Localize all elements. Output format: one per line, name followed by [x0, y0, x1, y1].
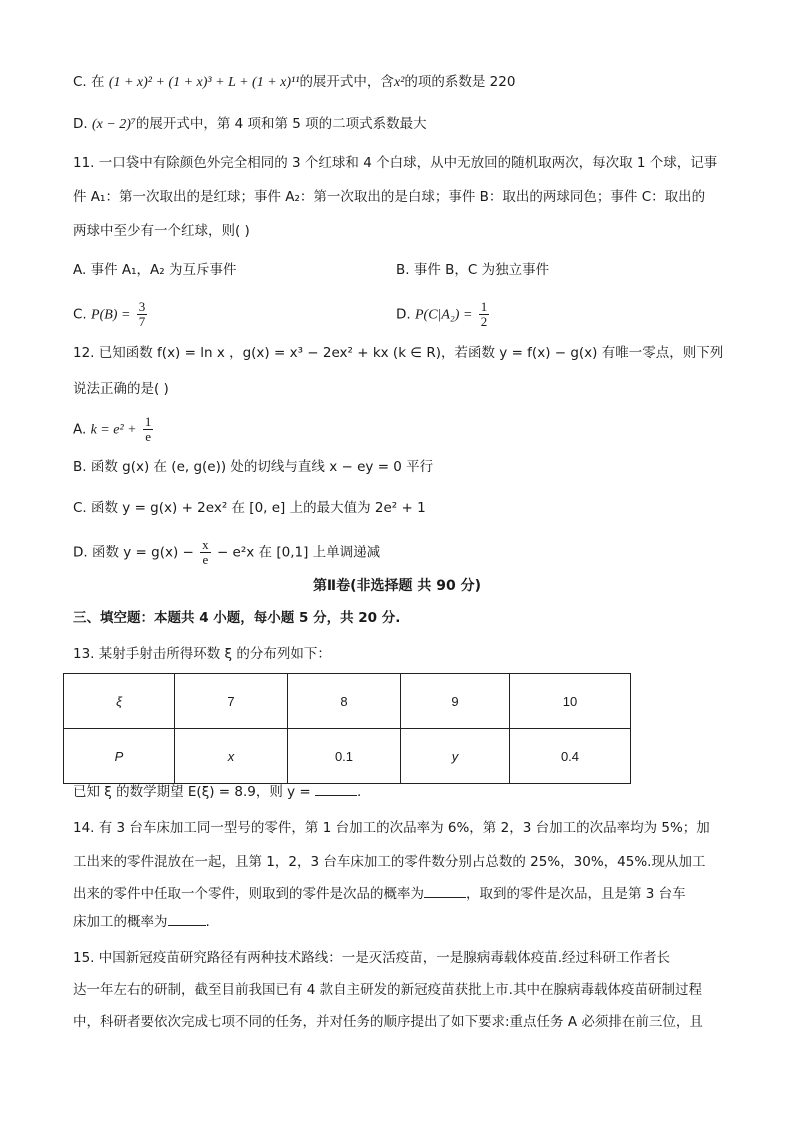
fraction [200, 538, 211, 567]
option-text: 在 [91, 74, 105, 90]
q12-option-c: C. 函数 y = g(x) + 2ex² 在 [0, e] 上的最大值为 2e² + 1 [73, 500, 426, 516]
q15-line-3: 中，科研者要依次完成七项不同的任务，并对任务的顺序提出了如下要求:重点任务 A 必须排在前三位，且 [73, 1014, 703, 1030]
answer-blank[interactable] [315, 783, 357, 796]
option-label: A. [73, 421, 87, 438]
math-expression: x² [393, 75, 405, 90]
q15-line-1: 15. 中国新冠疫苗研究路径有两种技术路线：一是灭活疫苗，一是腺病毒载体疫苗.经过科研工作者长 [73, 950, 671, 966]
q12-stem-line-1: 12. 已知函数 f(x) = ln x ，g(x) = x³ − 2ex² + kx (k ∈ R)，若函数 y = f(x) − g(x) 有唯一零点，则下列 [73, 345, 724, 361]
question-text: . [357, 784, 362, 800]
option-text: − e²x 在 [0,1] 上单调递减 [216, 544, 381, 561]
q11-option-a: A. 事件 A₁，A₂ 为互斥事件 [73, 262, 237, 278]
answer-blank[interactable] [168, 913, 206, 926]
option-label: D. [73, 116, 88, 132]
table-cell: 8 [288, 674, 401, 729]
option-text: 的展开式中，第 4 项和第 5 项的二项式系数最大 [135, 116, 427, 132]
math-expression: P(B) = [91, 307, 131, 323]
option-label: C. [73, 306, 87, 323]
q12-option-b: B. 函数 g(x) 在 (e, g(e)) 处的切线与直线 x − ey = 0 平行 [73, 459, 434, 475]
math-expression: (x − 2)⁷ [91, 117, 136, 132]
question-text: 已知 ξ 的数学期望 E(ξ) = 8.9，则 y = [73, 784, 311, 800]
question-text: ，取到的零件是次品，且是第 3 台车 [466, 886, 686, 902]
denominator: 7 [138, 314, 146, 329]
table-cell: 7 [175, 674, 288, 729]
numerator: 1 [480, 299, 488, 314]
numerator: x [202, 537, 209, 552]
table-cell: 0.1 [288, 729, 401, 784]
numerator: 1 [144, 414, 152, 429]
question-text: . [205, 914, 210, 930]
table-cell: 10 [510, 674, 631, 729]
table-cell: y [401, 729, 510, 784]
q11-option-d [396, 300, 491, 329]
table-row [64, 729, 631, 784]
section-title: 第Ⅱ卷(非选择题 共 90 分) [312, 578, 482, 594]
q10-option-d [73, 114, 427, 135]
q11-stem-line-2: 件 A₁：第一次取出的是红球；事件 A₂：第一次取出的是白球；事件 B：取出的两球同色；事件 C：取出的 [73, 189, 706, 205]
table-cell: 9 [401, 674, 510, 729]
q15-line-2: 达一年左右的研制，截至目前我国已有 4 款自主研发的新冠疫苗获批上市.其中在腺病毒载体疫苗研制过程 [73, 982, 702, 998]
option-label: D. [396, 306, 411, 323]
option-text: D. 函数 y = g(x) − [73, 544, 194, 561]
q10-option-c [73, 72, 515, 93]
q12-option-a [73, 415, 155, 444]
q12-option-d [73, 538, 380, 567]
table-cell: 0.4 [510, 729, 631, 784]
math-expression: (1 + x)² + (1 + x)³ + L + (1 + x)¹¹ [108, 75, 300, 90]
option-label: C. [73, 74, 87, 90]
answer-blank[interactable] [424, 885, 466, 898]
q13-question [73, 782, 361, 802]
section-heading: 三、填空题：本题共 4 小题，每小题 5 分，共 20 分. [73, 610, 401, 626]
math-expression: P(C|A₂) = [414, 307, 473, 323]
math-expression: k = e² + [90, 422, 137, 438]
denominator: 2 [480, 314, 488, 329]
q14-line-3 [73, 884, 686, 904]
denominator: e [145, 429, 152, 444]
q11-option-b: B. 事件 B，C 为独立事件 [396, 262, 550, 278]
q14-line-4 [73, 912, 210, 932]
denominator: e [202, 552, 209, 567]
q11-option-c [73, 300, 149, 329]
q11-stem-line-1: 11. 一口袋中有除颜色外完全相同的 3 个红球和 4 个白球，从中无放回的随机取两次，每次取 1 个球，记事 [73, 155, 718, 171]
q14-line-1: 14. 有 3 台车床加工同一型号的零件，第 1 台加工的次品率为 6%，第 2，3 台加工的次品率均为 5%；加 [73, 820, 710, 836]
table-cell: P [64, 729, 175, 784]
table-cell: x [175, 729, 288, 784]
q11-stem-line-3: 两球中至少有一个红球，则( ) [73, 223, 250, 239]
fraction [143, 415, 154, 444]
q13-stem: 13. 某射手射击所得环数 ξ 的分布列如下： [73, 646, 331, 662]
table-row [64, 674, 631, 729]
q12-stem-line-2: 说法正确的是( ) [73, 381, 169, 397]
question-text: 出来的零件中任取一个零件，则取到的零件是次品的概率为 [73, 886, 424, 902]
option-text: 的展开式中，含 [299, 74, 394, 90]
numerator: 3 [138, 299, 146, 314]
fraction [479, 300, 490, 329]
q14-line-2: 工出来的零件混放在一起，且第 1，2，3 台车床加工的零件数分别占总数的 25%，30%，45%.现从加工 [73, 854, 706, 870]
question-text: 床加工的概率为 [73, 914, 168, 930]
table-cell: ξ [64, 674, 175, 729]
option-text: 的项的系数是 220 [404, 74, 516, 90]
distribution-table [63, 673, 631, 784]
fraction [137, 300, 148, 329]
